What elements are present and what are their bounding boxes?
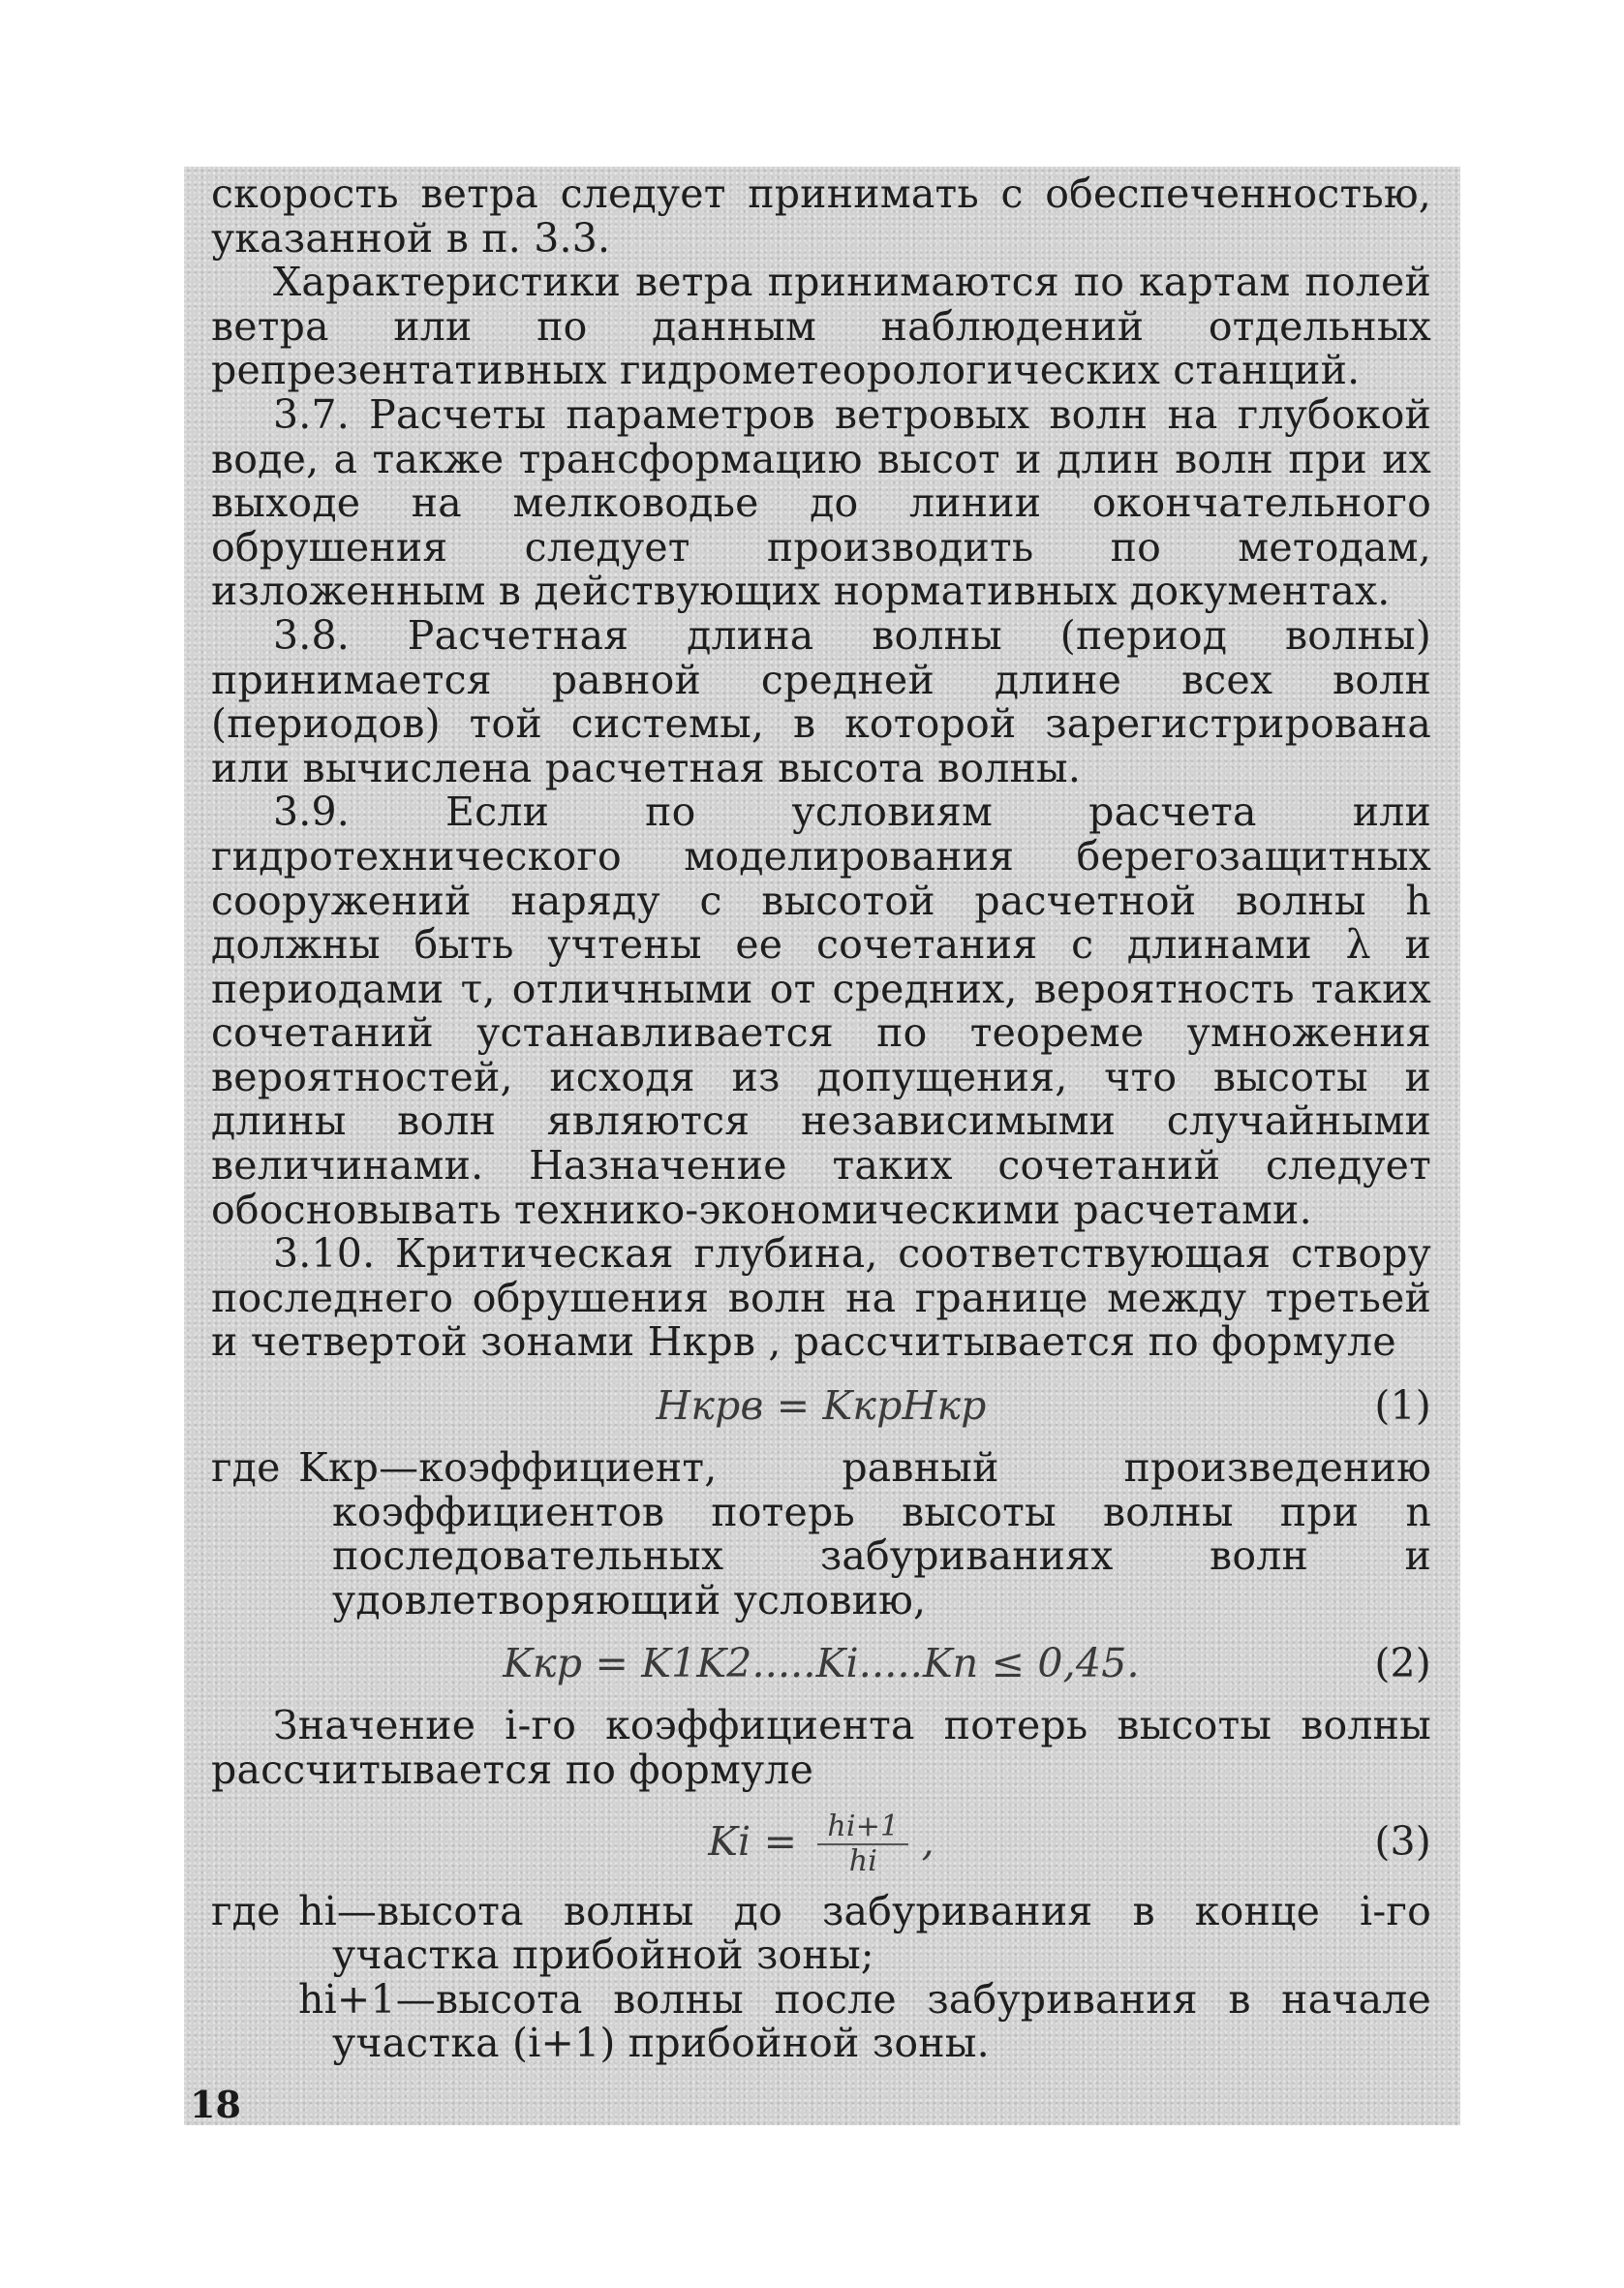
paragraph-coefficient: Значение i-го коэффициента потерь высоты волны рассчитывается по формуле xyxy=(211,1702,1431,1793)
definition-hi-plus-1-item: hi+1—высота волны после забуривания в начале участка (i+1) прибойной зоны. xyxy=(298,1975,1431,2067)
definition-where-label: где xyxy=(211,1444,281,1492)
formula-3-number: (3) xyxy=(1374,1817,1431,1865)
definition-kkr-text xyxy=(298,1446,1431,1623)
document-body xyxy=(211,172,1431,2066)
formula-3-numerator: hi+1 xyxy=(817,1810,908,1845)
formula-1-number: (1) xyxy=(1374,1382,1431,1430)
paragraph-wind-characteristics: Характеристики ветра принимаются по картам полей ветра или по данным наблюдений отдельных репрезентативных гидрометеорологических станций. xyxy=(211,259,1431,394)
formula-3-tail: , xyxy=(921,1817,935,1865)
paragraph-3-8: 3.8. Расчетная длина волны (период волны) принимается равной средней длине всех волн (периодов) той системы, в которой зарегистрирована или вычислена расчетная высота волны. xyxy=(211,611,1431,791)
paragraph-3-7: 3.7. Расчеты параметров ветровых волн на глубокой воде, а также трансформацию высот и длин волн при их выходе на мелководье до линии окончательного обрушения следует производить по методам, изложенным в действующих нормативных документах. xyxy=(211,390,1431,615)
formula-3-denominator: hi xyxy=(848,1844,878,1879)
paragraph-3-10: 3.10. Критическая глубина, соответствующая створу последнего обрушения волн на границе между третьей и четвертой зонами Hкрв , рассчитывается по формуле xyxy=(211,1230,1431,1366)
formula-1 xyxy=(211,1365,1431,1446)
formula-3-lhs: Ki = xyxy=(708,1817,798,1865)
formula-3 xyxy=(211,1793,1431,1890)
definition-kkr xyxy=(211,1446,1431,1623)
paragraph-continuation: скорость ветра следует принимать с обеспеченностью, указанной в п. 3.3. xyxy=(211,170,1431,262)
formula-1-expression: Hкрв = KкрHкр xyxy=(656,1382,987,1430)
definition-hi xyxy=(211,1887,1431,2067)
paragraph-3-9: 3.9. Если по условиям расчета или гидротехнического моделирования берегозащитных сооружений наряду с высотой расчетной волны h должны быть учтены ее сочетания с длинами λ и периодами τ, отличными от средних, вероятность таких сочетаний устанавливается по теореме умножения вероятностей, исходя из допущения, что высоты и длины волн являются независимыми случайными величинами. Назначение таких сочетаний следует обосновывать технико-экономическими расчетами. xyxy=(211,788,1431,1233)
definition-kkr-body: Kкр—коэффициент, равный произведению коэффициентов потерь высоты волны при n последовательных забуриваниях волн и удовлетворяющий условию, xyxy=(298,1444,1431,1623)
definition-where-label-2: где xyxy=(211,1887,281,1934)
formula-2 xyxy=(211,1623,1431,1704)
definition-hi-item: hi—высота волны до забуривания в конце i-го участка прибойной зоны; xyxy=(298,1887,1431,1979)
formula-2-number: (2) xyxy=(1374,1640,1431,1687)
page-number: 18 xyxy=(190,2083,241,2126)
formula-3-fraction xyxy=(817,1810,908,1878)
formula-2-expression: Kкр = K1K2.....Ki.....Kn ≤ 0,45. xyxy=(503,1640,1140,1687)
